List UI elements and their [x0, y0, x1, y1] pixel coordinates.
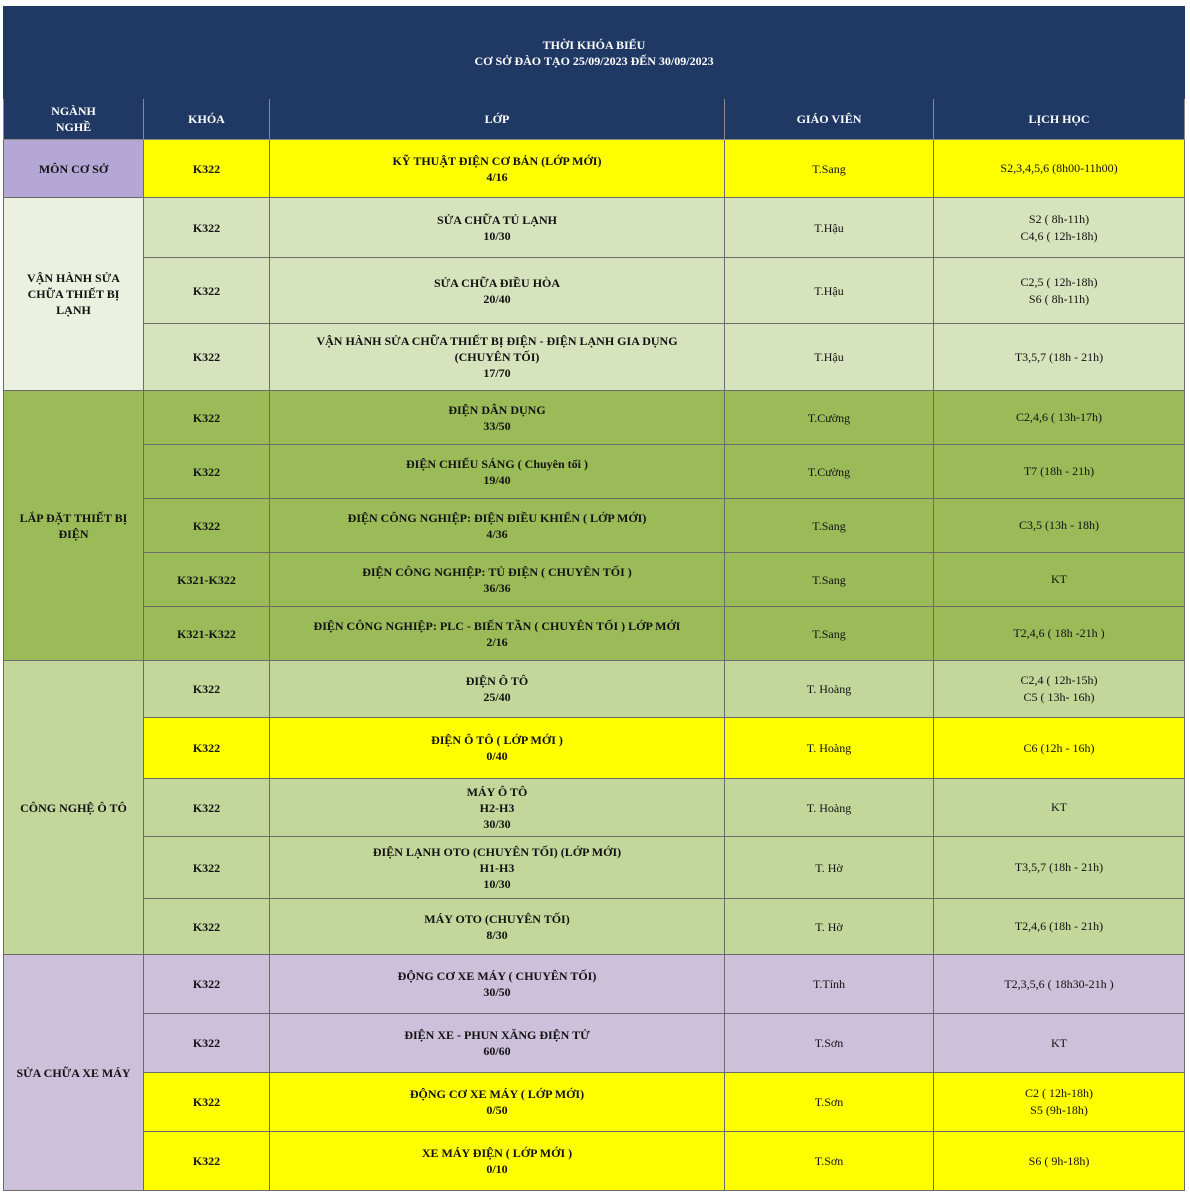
group-name-line-1: MÔN CƠ SỞ: [38, 161, 109, 176]
khoa-cell: K321-K322: [144, 553, 270, 607]
lich-hoc-cell: [934, 1132, 1185, 1191]
lich-hoc-line: S2 ( 8h-11h): [1028, 211, 1090, 226]
lich-hoc-cell: [934, 391, 1185, 445]
lop-line: 2/16: [486, 634, 508, 649]
lop-cell: [270, 779, 725, 837]
timetable-sheet: [3, 6, 1184, 1191]
giao-vien-cell: T.Hậu: [725, 198, 934, 258]
table-row: [4, 324, 1185, 391]
lop-line: 60/60: [483, 1044, 511, 1058]
lich-hoc-cell: [934, 140, 1185, 198]
lich-hoc-line: T3,5,7 (18h - 21h): [1014, 860, 1104, 874]
lich-hoc-cell: [934, 661, 1185, 718]
giao-vien-cell: T. Hoàng: [725, 661, 934, 718]
lop-cell: [270, 1132, 725, 1191]
lich-hoc-line: C2,5 ( 12h-18h): [1020, 274, 1098, 289]
lop-line: 10/30: [483, 228, 511, 243]
group-name-cell: [4, 955, 144, 1191]
lich-hoc-cell: [934, 324, 1185, 391]
lich-hoc-cell: [934, 899, 1185, 955]
table-row: [4, 198, 1185, 258]
header-giao-vien: GIÁO VIÊN: [725, 99, 934, 140]
header-row: [4, 99, 1185, 140]
lop-line: 4/36: [486, 526, 508, 541]
lop-line: 0/40: [486, 749, 508, 763]
lop-line: 36/36: [483, 580, 511, 595]
lich-hoc-line: T3,5,7 (18h - 21h): [1014, 349, 1104, 364]
khoa-cell: K322: [144, 661, 270, 718]
lop-line: ĐIỆN Ô TÔ: [465, 674, 529, 688]
header-nganh-nghe: [4, 99, 144, 140]
giao-vien-cell: T. Hoàng: [725, 779, 934, 837]
khoa-cell: K322: [144, 899, 270, 955]
lop-cell: [270, 140, 725, 198]
giao-vien-cell: T. Hờ: [725, 899, 934, 955]
lop-line: ĐIỆN DÂN DỤNG: [448, 402, 546, 417]
khoa-cell: K322: [144, 955, 270, 1014]
group-name-cell: [4, 140, 144, 198]
lop-line: 8/30: [486, 927, 508, 942]
header-lop: LỚP: [270, 99, 725, 140]
lop-line: ĐỘNG CƠ XE MÁY ( LỚP MỚI): [409, 1087, 585, 1101]
lich-hoc-cell: [934, 445, 1185, 499]
lop-cell: [270, 1073, 725, 1132]
lich-hoc-line: C3,5 (13h - 18h): [1019, 518, 1100, 532]
lich-hoc-line: S6 ( 8h-11h): [1028, 291, 1090, 306]
lop-line: 17/70: [483, 366, 511, 380]
table-row: [4, 445, 1185, 499]
lop-line: 25/40: [483, 690, 511, 704]
giao-vien-cell: T.Sang: [725, 607, 934, 661]
lop-cell: [270, 899, 725, 955]
lop-line: SỬA CHỮA ĐIỀU HÒA: [433, 275, 561, 290]
lop-cell: [270, 499, 725, 553]
lop-line: MÁY OTO (CHUYÊN TỐI): [424, 911, 570, 926]
lop-line: ĐỘNG CƠ XE MÁY ( CHUYÊN TỐI): [397, 969, 597, 983]
giao-vien-cell: T.Sơn: [725, 1014, 934, 1073]
lop-line: 30/30: [483, 816, 511, 831]
table-row: [4, 140, 1185, 198]
giao-vien-cell: T.Sang: [725, 553, 934, 607]
lich-hoc-line: C4,6 ( 12h-18h): [1020, 228, 1098, 243]
table-row: [4, 955, 1185, 1014]
khoa-cell: K322: [144, 140, 270, 198]
table-row: [4, 779, 1185, 837]
giao-vien-cell: T.Cường: [725, 445, 934, 499]
lich-hoc-line: KT: [1051, 572, 1068, 586]
lop-line: ĐIỆN XE - PHUN XĂNG ĐIỆN TỬ: [404, 1028, 590, 1042]
group-name-cell: [4, 391, 144, 661]
khoa-cell: K322: [144, 391, 270, 445]
table-row: [4, 1014, 1185, 1073]
lich-hoc-cell: [934, 718, 1185, 779]
lop-cell: [270, 258, 725, 324]
lop-line: 19/40: [483, 472, 511, 487]
header-nganh-line-1: NGÀNH: [51, 104, 96, 118]
giao-vien-cell: T.Sơn: [725, 1132, 934, 1191]
lich-hoc-line: C5 ( 13h- 16h): [1023, 690, 1095, 704]
lich-hoc-line: T7 (18h - 21h): [1023, 464, 1095, 478]
lop-cell: [270, 553, 725, 607]
lop-line: 20/40: [483, 291, 511, 306]
group-name-cell: [4, 198, 144, 391]
khoa-cell: K322: [144, 258, 270, 324]
lop-line: ĐIỆN CÔNG NGHIỆP: ĐIỆN ĐIỀU KHIỂN ( LỚP MỚI): [347, 510, 647, 525]
lop-cell: [270, 837, 725, 899]
group-name-cell: [4, 661, 144, 955]
lop-line: 30/50: [483, 985, 511, 999]
lop-line: SỬA CHỮA TỦ LẠNH: [437, 212, 557, 227]
khoa-cell: K322: [144, 445, 270, 499]
group-name-line-2: CHỮA THIẾT BỊ LẠNH: [27, 287, 120, 317]
lop-line: 0/10: [486, 1162, 508, 1176]
lop-cell: [270, 1014, 725, 1073]
lich-hoc-cell: [934, 955, 1185, 1014]
khoa-cell: K322: [144, 1132, 270, 1191]
khoa-cell: K322: [144, 779, 270, 837]
giao-vien-cell: T.Hậu: [725, 324, 934, 391]
giao-vien-cell: T.Tính: [725, 955, 934, 1014]
giao-vien-cell: T. Hờ: [725, 837, 934, 899]
khoa-cell: K322: [144, 198, 270, 258]
lop-line: ĐIỆN LẠNH OTO (CHUYÊN TỐI) (LỚP MỚI): [372, 844, 622, 859]
giao-vien-cell: T.Sơn: [725, 1073, 934, 1132]
giao-vien-cell: T. Hoàng: [725, 718, 934, 779]
lich-hoc-line: S5 (9h-18h): [1030, 1103, 1088, 1117]
lop-line: H2-H3: [479, 800, 515, 815]
lich-hoc-line: C6 (12h - 16h): [1023, 740, 1095, 755]
lop-line: KỸ THUẬT ĐIỆN CƠ BẢN (LỚP MỚI): [392, 153, 602, 168]
timetable-body: [4, 140, 1185, 1191]
table-row: [4, 1132, 1185, 1191]
giao-vien-cell: T.Cường: [725, 391, 934, 445]
lop-line: 10/30: [483, 876, 511, 891]
lop-cell: [270, 607, 725, 661]
lop-line: 0/50: [486, 1103, 508, 1117]
lich-hoc-line: C2 ( 12h-18h): [1025, 1086, 1094, 1100]
group-name-line-1: CÔNG NGHỆ Ô TÔ: [20, 800, 127, 815]
timetable: [3, 6, 1185, 1191]
khoa-cell: K322: [144, 1014, 270, 1073]
table-row: [4, 899, 1185, 955]
table-row: [4, 391, 1185, 445]
lich-hoc-line: T2,4,6 ( 18h -21h ): [1013, 626, 1105, 640]
lop-cell: [270, 198, 725, 258]
lop-cell: [270, 718, 725, 779]
lop-cell: [270, 391, 725, 445]
lop-line: MÁY Ô TÔ: [466, 784, 528, 799]
table-row: [4, 553, 1185, 607]
header-lich-hoc: LỊCH HỌC: [934, 99, 1185, 140]
table-row: [4, 661, 1185, 718]
lich-hoc-line: KT: [1051, 800, 1068, 814]
group-name-line-1: VẬN HÀNH SỬA: [27, 271, 120, 285]
lich-hoc-line: S2,3,4,5,6 (8h00-11h00): [1000, 161, 1118, 175]
lich-hoc-line: S6 ( 9h-18h): [1028, 1153, 1090, 1168]
giao-vien-cell: T.Sang: [725, 499, 934, 553]
khoa-cell: K322: [144, 718, 270, 779]
lop-line: (CHUYÊN TỐI): [454, 350, 540, 364]
lop-cell: [270, 955, 725, 1014]
khoa-cell: K322: [144, 324, 270, 391]
lop-cell: [270, 661, 725, 718]
timetable-title: [4, 7, 1185, 99]
table-row: [4, 718, 1185, 779]
group-name-line-1: LẮP ĐẶT THIẾT BỊ: [19, 510, 128, 525]
lop-line: ĐIỆN CÔNG NGHIỆP: TỦ ĐIỆN ( CHUYÊN TỐI ): [362, 564, 632, 579]
table-row: [4, 258, 1185, 324]
lich-hoc-cell: [934, 499, 1185, 553]
group-name-line-1: SỬA CHỮA XE MÁY: [16, 1065, 131, 1080]
header-khoa: KHÓA: [144, 99, 270, 140]
lich-hoc-cell: [934, 553, 1185, 607]
lop-cell: [270, 445, 725, 499]
lich-hoc-cell: [934, 258, 1185, 324]
khoa-cell: K322: [144, 499, 270, 553]
title-line-1: THỜI KHÓA BIỂU: [542, 37, 646, 52]
lich-hoc-line: T2,3,5,6 ( 18h30-21h ): [1004, 976, 1114, 991]
lop-cell: [270, 324, 725, 391]
lich-hoc-line: C2,4 ( 12h-15h): [1020, 673, 1098, 687]
lich-hoc-cell: [934, 779, 1185, 837]
lich-hoc-cell: [934, 198, 1185, 258]
khoa-cell: K322: [144, 1073, 270, 1132]
table-row: [4, 607, 1185, 661]
lop-line: XE MÁY ĐIỆN ( LỚP MỚI ): [421, 1146, 573, 1160]
lich-hoc-cell: [934, 607, 1185, 661]
lich-hoc-cell: [934, 837, 1185, 899]
lich-hoc-line: T2,4,6 (18h - 21h): [1014, 919, 1104, 933]
lop-line: ĐIỆN CHIẾU SÁNG ( Chuyên tối ): [405, 456, 589, 471]
lich-hoc-line: C2,4,6 ( 13h-17h): [1016, 410, 1103, 424]
table-row: [4, 1073, 1185, 1132]
lich-hoc-line: KT: [1051, 1035, 1068, 1050]
lop-line: ĐIỆN CÔNG NGHIỆP: PLC - BIẾN TẦN ( CHUYÊN TỐI ) LỚP MỚI: [313, 618, 681, 633]
group-name-line-2: ĐIỆN: [58, 526, 89, 541]
khoa-cell: K321-K322: [144, 607, 270, 661]
lop-line: 33/50: [483, 418, 511, 433]
table-row: [4, 837, 1185, 899]
lop-line: 4/16: [486, 169, 508, 184]
lop-line: VẬN HÀNH SỬA CHỮA THIẾT BỊ ĐIỆN - ĐIỆN LẠNH GIA DỤNG: [316, 334, 678, 348]
table-row: [4, 499, 1185, 553]
lop-line: ĐIỆN Ô TÔ ( LỚP MỚI ): [431, 733, 563, 747]
giao-vien-cell: T.Hậu: [725, 258, 934, 324]
header-nganh-line-2: NGHỀ: [55, 120, 92, 134]
lop-line: H1-H3: [479, 860, 515, 875]
lich-hoc-cell: [934, 1073, 1185, 1132]
lich-hoc-cell: [934, 1014, 1185, 1073]
giao-vien-cell: T.Sang: [725, 140, 934, 198]
title-line-2: CƠ SỞ ĐÀO TẠO 25/09/2023 ĐẾN 30/09/2023: [474, 53, 714, 68]
khoa-cell: K322: [144, 837, 270, 899]
